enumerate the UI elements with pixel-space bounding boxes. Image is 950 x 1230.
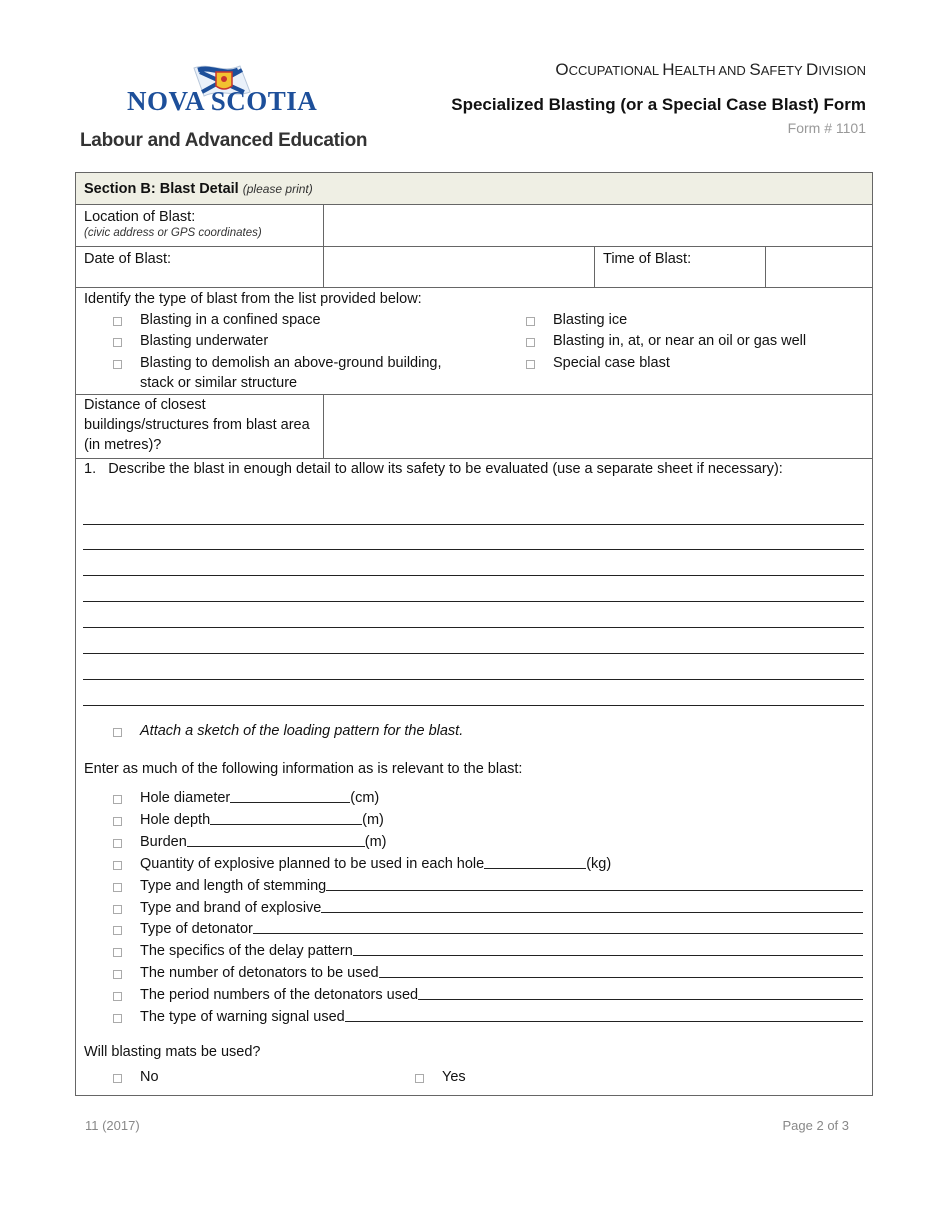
description-line[interactable] bbox=[83, 705, 864, 706]
checkbox[interactable] bbox=[526, 338, 535, 347]
enter-info-prompt: Enter as much of the following information as is relevant to the blast: bbox=[84, 761, 523, 777]
info-item[interactable] bbox=[113, 854, 863, 874]
checkbox[interactable] bbox=[113, 839, 122, 848]
info-item-blank[interactable] bbox=[253, 919, 863, 934]
info-item-label: Type and length of stemming bbox=[140, 877, 327, 894]
section-header bbox=[76, 173, 872, 205]
info-item-label: Hole depth bbox=[140, 811, 211, 828]
blast-type-prompt: Identify the type of blast from the list provided below: bbox=[84, 291, 422, 307]
description-line[interactable] bbox=[83, 627, 864, 628]
date-label: Date of Blast: bbox=[84, 251, 172, 267]
form-title: Specialized Blasting (or a Special Case Blast) Form bbox=[451, 95, 866, 114]
location-hint: (civic address or GPS coordinates) bbox=[84, 227, 262, 239]
location-label: Location of Blast: bbox=[84, 209, 196, 225]
checkbox[interactable] bbox=[113, 1074, 122, 1083]
info-item-blank[interactable] bbox=[210, 810, 362, 825]
mats-no-option[interactable]: No bbox=[113, 1067, 213, 1087]
logo-wordmark: NOVA SCOTIA bbox=[127, 86, 318, 116]
checkbox[interactable] bbox=[113, 317, 122, 326]
info-item-label: Type and brand of explosive bbox=[140, 899, 322, 916]
info-item[interactable] bbox=[113, 832, 863, 852]
info-item[interactable] bbox=[113, 810, 863, 830]
checkbox[interactable] bbox=[113, 926, 122, 935]
date-time-row bbox=[76, 247, 872, 288]
checkbox[interactable] bbox=[113, 795, 122, 804]
checkbox[interactable] bbox=[113, 970, 122, 979]
logo bbox=[80, 60, 380, 155]
option-oil-gas-well[interactable]: Blasting in, at, or near an oil or gas well bbox=[526, 331, 866, 351]
option-demolish-building[interactable]: Blasting to demolish an above-ground building, stack or similar structure bbox=[113, 353, 473, 393]
blast-type-row bbox=[76, 288, 872, 395]
department-name: Labour and Advanced Education bbox=[80, 130, 368, 151]
description-line[interactable] bbox=[83, 653, 864, 654]
description-line[interactable] bbox=[83, 601, 864, 602]
info-item[interactable] bbox=[113, 876, 863, 896]
info-item-blank[interactable] bbox=[484, 854, 586, 869]
checkbox[interactable] bbox=[113, 861, 122, 870]
option-special-case[interactable]: Special case blast bbox=[526, 353, 866, 373]
distance-row bbox=[76, 395, 872, 459]
info-item[interactable] bbox=[113, 919, 863, 939]
info-item-label: The type of warning signal used bbox=[140, 1009, 345, 1025]
attach-sketch-option[interactable]: Attach a sketch of the loading pattern for the blast. bbox=[113, 721, 813, 741]
checkbox[interactable] bbox=[526, 317, 535, 326]
info-item-unit: (m) bbox=[362, 811, 384, 828]
mats-question: Will blasting mats be used? bbox=[84, 1044, 261, 1060]
distance-label: Distance of closest buildings/structures from blast area (in metres)? bbox=[84, 397, 310, 453]
checkbox[interactable] bbox=[526, 360, 535, 369]
date-input[interactable] bbox=[323, 247, 595, 287]
info-item-blank[interactable] bbox=[345, 1007, 863, 1022]
info-item-blank[interactable] bbox=[379, 963, 863, 978]
division-name: OCCUPATIONAL HEALTH AND SAFETY DIVISION bbox=[555, 60, 866, 79]
checkbox[interactable] bbox=[113, 360, 122, 369]
blast-detail-form bbox=[75, 172, 873, 1096]
section-title-hint: (please print) bbox=[242, 182, 313, 196]
info-item-blank[interactable] bbox=[230, 788, 350, 803]
form-number: Form # 1101 bbox=[787, 120, 866, 136]
footer-revision: 11 (2017) bbox=[85, 1118, 140, 1133]
option-underwater[interactable]: Blasting underwater bbox=[113, 331, 473, 351]
checkbox[interactable] bbox=[113, 338, 122, 347]
checkbox[interactable] bbox=[113, 905, 122, 914]
info-item[interactable] bbox=[113, 985, 863, 1005]
info-item-label: The period numbers of the detonators used bbox=[140, 987, 419, 1004]
info-item-label: Quantity of explosive planned to be used in each hole bbox=[140, 855, 485, 872]
info-item[interactable] bbox=[113, 1007, 863, 1027]
info-item-blank[interactable] bbox=[326, 876, 863, 891]
info-item-unit: (m) bbox=[364, 833, 387, 850]
describe-section bbox=[76, 459, 872, 1095]
info-item-label: The number of detonators to be used bbox=[140, 965, 379, 982]
describe-prompt: 1. Describe the blast in enough detail to allow its safety to be evaluated (use a separate sheet if necessary): bbox=[84, 461, 783, 477]
option-confined-space[interactable]: Blasting in a confined space bbox=[113, 310, 473, 330]
description-line[interactable] bbox=[83, 549, 864, 550]
info-item-unit: (cm) bbox=[350, 790, 380, 806]
description-line[interactable] bbox=[83, 575, 864, 576]
info-item-blank[interactable] bbox=[418, 985, 863, 1000]
checkbox[interactable] bbox=[113, 817, 122, 826]
distance-input[interactable] bbox=[323, 395, 872, 458]
info-item[interactable] bbox=[113, 963, 863, 983]
info-item-blank[interactable] bbox=[321, 898, 863, 913]
description-line[interactable] bbox=[83, 679, 864, 680]
location-row bbox=[76, 205, 872, 247]
info-item[interactable] bbox=[113, 788, 863, 808]
checkbox[interactable] bbox=[113, 948, 122, 957]
section-title: Section B: Blast Detail bbox=[84, 181, 239, 197]
checkbox[interactable] bbox=[113, 728, 122, 737]
checkbox[interactable] bbox=[415, 1074, 424, 1083]
time-label: Time of Blast: bbox=[594, 247, 766, 287]
info-item-label: The specifics of the delay pattern bbox=[140, 943, 353, 960]
option-blasting-ice[interactable]: Blasting ice bbox=[526, 310, 866, 330]
checkbox[interactable] bbox=[113, 992, 122, 1001]
location-input[interactable] bbox=[323, 205, 872, 246]
checkbox[interactable] bbox=[113, 1014, 122, 1023]
checkbox[interactable] bbox=[113, 883, 122, 892]
info-item-blank[interactable] bbox=[353, 941, 863, 956]
info-item-blank[interactable] bbox=[187, 832, 365, 847]
description-line[interactable] bbox=[83, 524, 864, 525]
info-item-label: Burden bbox=[140, 833, 187, 850]
footer-page-number: Page 2 of 3 bbox=[782, 1118, 849, 1133]
info-item[interactable] bbox=[113, 941, 863, 961]
info-item-unit: (kg) bbox=[586, 855, 612, 872]
time-input[interactable] bbox=[765, 247, 872, 287]
info-item-label: Hole diameter bbox=[140, 790, 231, 806]
info-item[interactable] bbox=[113, 898, 863, 918]
info-item-label: Type of detonator bbox=[140, 921, 253, 938]
mats-yes-option[interactable]: Yes bbox=[415, 1067, 515, 1087]
